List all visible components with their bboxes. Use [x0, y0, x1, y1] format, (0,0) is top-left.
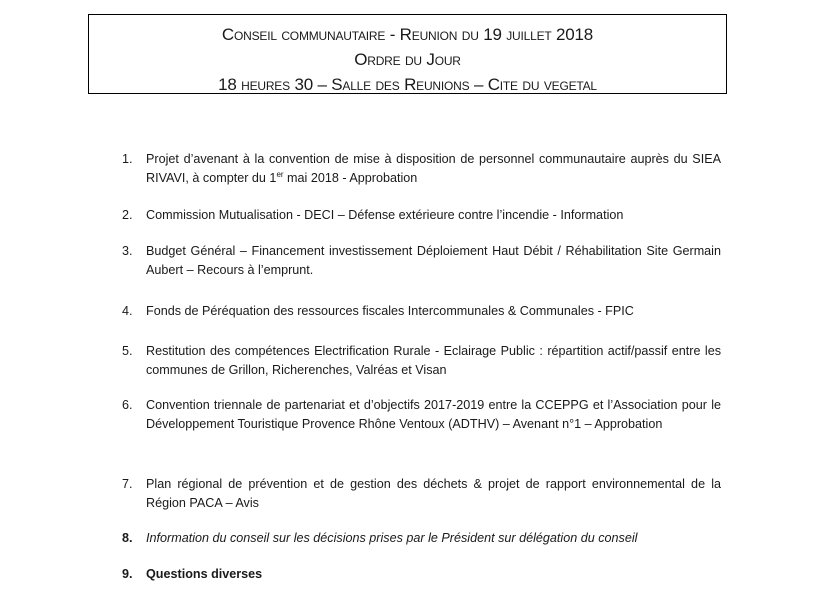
- agenda-item-text: Budget Général – Financement investissement Déploiement Haut Débit / Réhabilitation Site Germain Aubert – Recours à l’emprunt.: [146, 244, 721, 277]
- agenda-item-number: 5.: [122, 344, 133, 358]
- meeting-header-box: [88, 14, 727, 94]
- agenda-item-number: 3.: [122, 244, 133, 258]
- ordinal-superscript: er: [276, 169, 284, 179]
- agenda-item-text: Information du conseil sur les décisions prises par le Président sur délégation du conseil: [146, 531, 638, 545]
- agenda-item-number: 1.: [122, 152, 133, 166]
- agenda-item-number: 7.: [122, 477, 133, 491]
- header-time-location: 18 heures 30 – Salle des Reunions – Cite du vegetal: [218, 75, 597, 94]
- agenda-item-number: 4.: [122, 304, 133, 318]
- agenda-item-text: Fonds de Péréquation des ressources fiscales Intercommunales & Communales - FPIC: [146, 304, 634, 318]
- agenda-item-number: 8.: [122, 531, 133, 545]
- header-title: Conseil communautaire - Reunion du 19 juillet 2018: [221, 25, 594, 44]
- agenda-item-number: 2.: [122, 208, 133, 222]
- agenda-item-text: Questions diverses: [146, 567, 263, 581]
- agenda-item-text: Restitution des compétences Electrification Rurale - Eclairage Public : répartition actif/passif entre les communes de Grillon, Richerenches, Valréas et Visan: [146, 344, 721, 377]
- agenda-item-text: Plan régional de prévention et de gestion des déchets & projet de rapport environnemental de la Région PACA – Avis: [146, 477, 721, 510]
- agenda-item-text: Commission Mutualisation - DECI – Défense extérieure contre l’incendie - Information: [146, 208, 624, 222]
- header-subtitle: Ordre du Jour: [354, 50, 461, 69]
- agenda-item-number: 9.: [122, 567, 133, 581]
- agenda-item-text: Convention triennale de partenariat et d’objectifs 2017-2019 entre la CCEPPG et l’Association pour le Développement Touristique Provence Rhône Ventoux (ADTHV) – Avenant n°1 – Approbation: [146, 398, 721, 431]
- agenda-item-text: Projet d’avenant à la convention de mise à disposition de personnel communautaire auprès du SIEA RIVAVI, à compter du 1er mai 2018 - Approbation: [146, 152, 721, 185]
- agenda-item-number: 6.: [122, 398, 133, 412]
